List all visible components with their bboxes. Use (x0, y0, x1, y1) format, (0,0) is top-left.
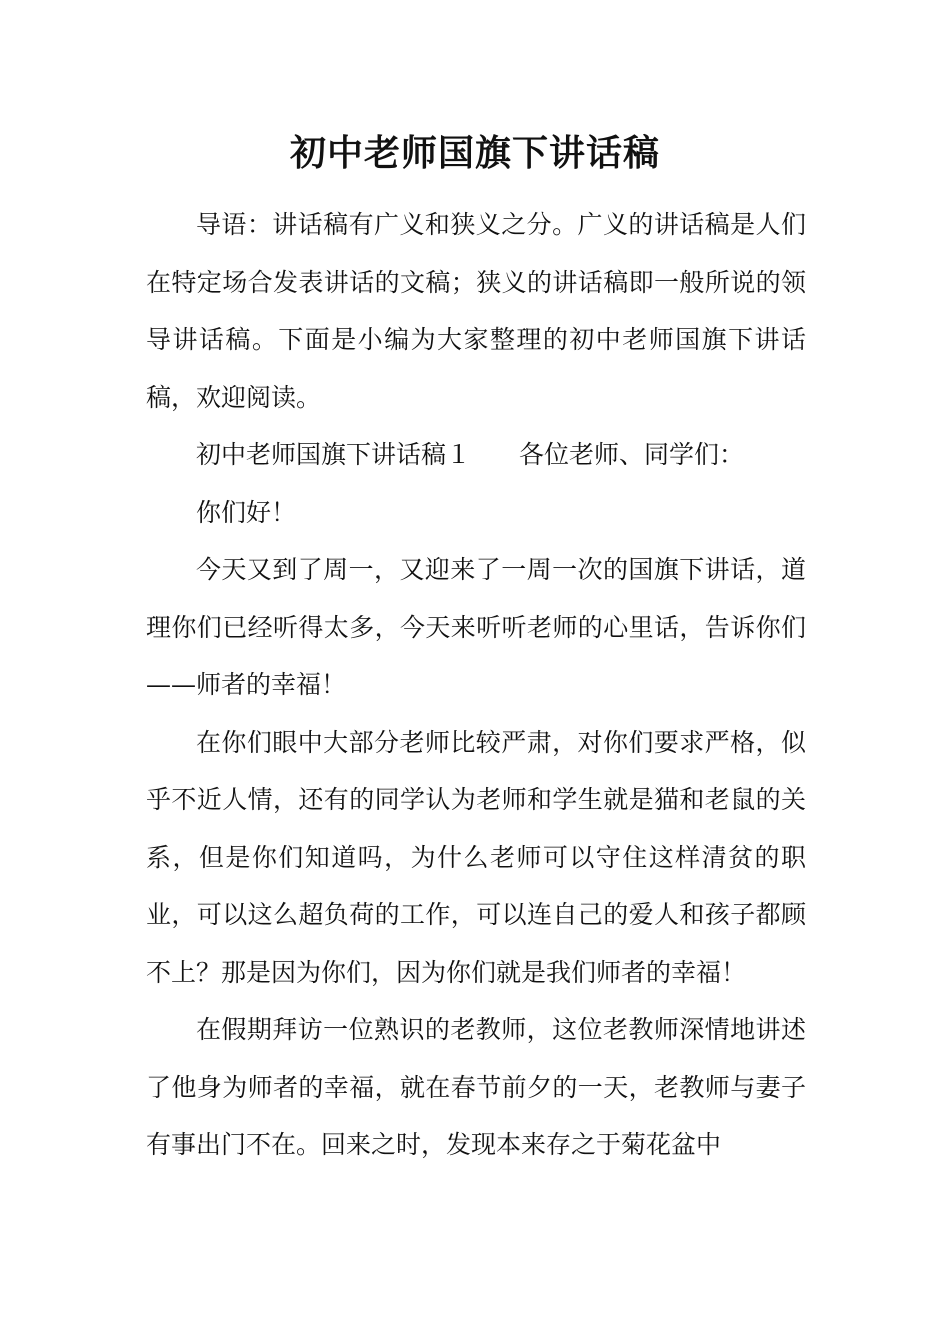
body-paragraph: 你们好！ (196, 497, 297, 527)
body-paragraph: 在你们眼中大部分老师比较严肃，对你们要求严格，似乎不近人情，还有的同学认为老师和学生就是猫和老鼠的关系，但是你们知道吗，为什么老师可以守住这样清贫的职业，可以这么超负荷的工作，可以连自己的爱人和孩子都顾不上？那是因为你们，因为你们就是我们师者的幸福！ (146, 727, 806, 987)
speech-heading-line (146, 426, 806, 484)
document-body (146, 196, 806, 1174)
body-paragraph: 今天又到了周一，又迎来了一周一次的国旗下讲话，道理你们已经听得太多，今天来听听老师的心里话，告诉你们——师者的幸福！ (146, 555, 806, 699)
intro-paragraph: 导语：讲话稿有广义和狭义之分。广义的讲话稿是人们在特定场合发表讲话的文稿；狭义的讲话稿即一般所说的领导讲话稿。下面是小编为大家整理的初中老师国旗下讲话稿，欢迎阅读。 (146, 210, 806, 412)
body-paragraph: 在假期拜访一位熟识的老教师，这位老教师深情地讲述了他身为师者的幸福，就在春节前夕的一天，老教师与妻子有事出门不在。回来之时，发现本来存之于菊花盆中 (146, 1015, 806, 1159)
speech-greeting: 各位老师、同学们： (519, 440, 745, 469)
speech-heading: 初中老师国旗下讲话稿１ (196, 440, 472, 469)
document-title: 初中老师国旗下讲话稿 (289, 132, 660, 174)
